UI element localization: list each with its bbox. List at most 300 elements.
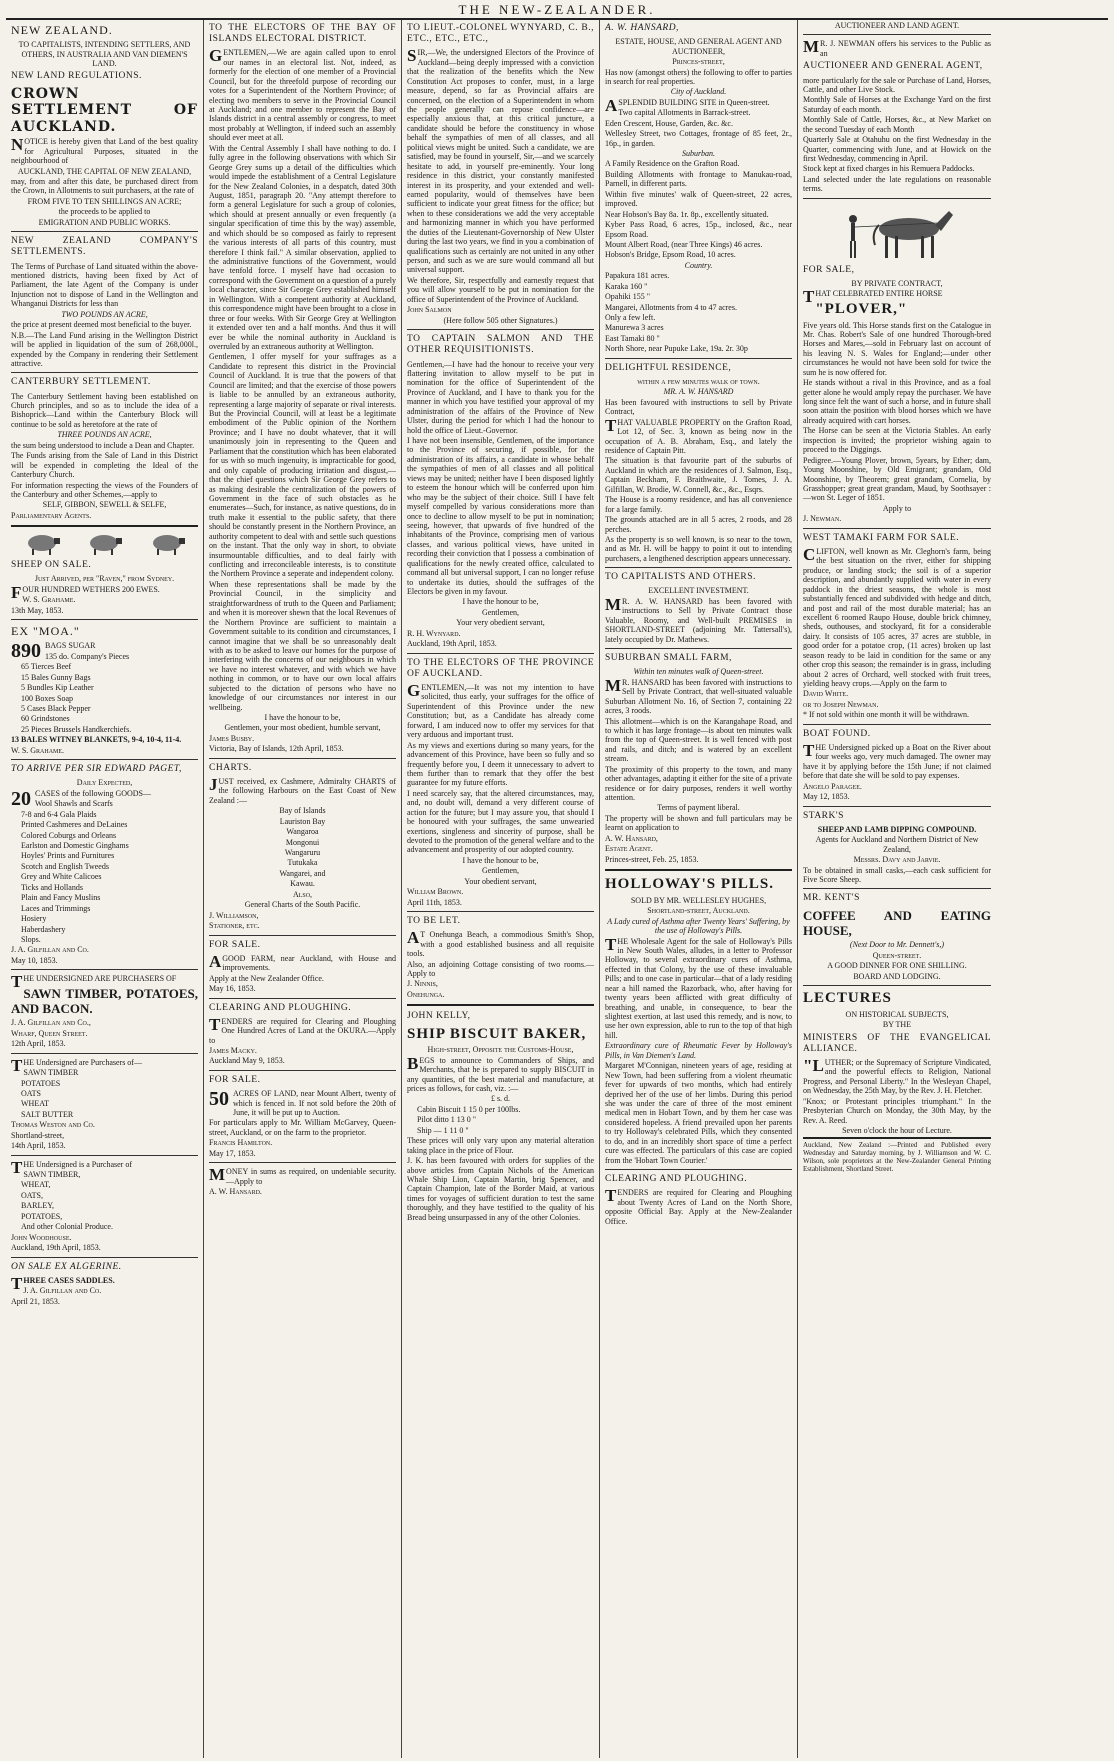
divider [209,1162,396,1163]
city-line: Two capital Allotments in Barrack-street. [618,108,751,118]
paget-line: Printed Cashmeres and DeLaines [21,820,128,830]
nz-sub: TO CAPITALISTS, INTENDING SETTLERS, AND OTHERS, IN AUSTRALIA AND VAN DIEMEN'S LAND. [18,40,191,69]
city-head: City of Auckland. [670,87,727,97]
charts-p2: Also, [292,889,313,899]
cant-p4: The Funds arising from the Sale of Land in this District will be expended in completing the Ideal of the Canterbury Church. [11,451,198,480]
kelly-title: SHIP BISCUIT BAKER, [407,1025,587,1042]
sheep-icon [22,532,62,556]
del-p4: The House is a roomy residence, and has all convenience for a large family. [605,495,792,514]
sub-head: Suburban. [681,149,716,159]
cap-sub: EXCELLENT INVESTMENT. [648,586,749,596]
clear-p: TENDERS are required for Clearing and Ploughing about Twenty Acres of Land on the North Shore, opposite Official Bay. Apply at the New-Zealander Office. [605,1186,792,1226]
let-sig2: Onehunga. [407,989,445,999]
divider [11,1155,198,1156]
kelly-price: Pilot ditto 1 13 0 " [417,1115,477,1125]
plover-sig: J. Newman. [803,514,842,524]
city-line: Wellesley Street, two Cottages, frontage of 85 feet, 2r., 16p., in garden. [605,129,792,148]
let-title: TO BE LET. [407,916,461,927]
horse-illustration [803,203,991,261]
paget-sig: J. A. Gilfillan and Co. [11,945,89,955]
capt-p1: Gentlemen,—I have had the honour to receive your very flattering invitation to allow myself to be put in nomination for the office of Superintendent of the Province of Auckland, and I have to thank you for the manner in which you have testified your approval of my administration of the affairs of the Province of New Ulster, during the period for which I had the honour to hold the office of Lieut.-Governor. [407,359,594,435]
company-title: NEW ZEALAND COMPANY'S SETTLEMENTS. [11,236,198,258]
elect-title: TO THE ELECTORS OF THE BAY OF ISLANDS ELECTORAL DISTRICT. [209,23,396,45]
sheep-date: 13th May, 1853. [11,605,64,615]
wood-date: Auckland, 19th April, 1853. [11,1243,101,1253]
paget-number: 20 [11,787,31,810]
column-4 [600,20,798,1758]
wood-line: OATS, [21,1190,44,1200]
charts-line: Bay of Islands [279,806,326,816]
hansard-street: Princes-street, [672,57,725,67]
divider [209,998,396,999]
let-sig1: J. Ninnis, [407,979,438,989]
elect-p3: Gentlemen, I offer myself for your suffrages as a Candidate to represent this district in the Provincial Council of Auckland. It is true that the powers of that Council are limited; and that the exercise of those powers is liable to be annulled by an extraneous authority, representing a large majority of separate or rival interests. But the Provincial Council, will at least be a legitimate embodiment of the Public opinion of the Northern Province; and I have no doubt whatever, that it will unanimously join in representing to the Queen and Parliament that the constitution which has been elaborated for us with so much ingenuity, is impracticable for good, and only capable of producing irritation and disgust,—that the chief questions which Sir George Grey refers to as making desirable the centralization of the powers of Government in the face of such obstacles as he enumerates—Such, for instance, as native questions, do in truth make it essential to the public safety, that there should be constantly present in the Northern Province, an authority competent to deal with and settle such questions on the instant. That the only way in short, to obviate insurmountable difficulties, and to deal fairly with conflicting and irreconcileable interests, is to constitute the Northern Province a seperate and independent colony. [209,352,396,579]
divider [605,567,792,568]
paget-list [11,789,198,945]
cap-title: TO CAPITALISTS AND OTHERS. [605,572,756,583]
stark-p3: To be obtained in small casks,—each cask sufficient for Five Score Sheep. [803,865,991,885]
charts-line: Kawau. [290,879,315,889]
timber-p2: SAWN TIMBER, POTATOES, AND BACON. [11,985,198,1017]
divider [803,806,991,807]
sheep-icon [147,532,187,556]
divider [11,1257,198,1258]
country-head: Country. [684,260,713,270]
let-p2: Also, an adjoining Cottage consisting of two rooms.—Apply to [407,959,594,979]
column-1 [6,20,204,1758]
hansard-title: ESTATE, HOUSE, AND GENERAL AGENT AND AUCTIONEER, [615,37,782,56]
newman-p2: more particularly for the sale or Purchase of Land, Horses, Cattle, and other Live Stock. [803,75,991,94]
crown-p5: the proceeds to be applied to [58,207,151,217]
divider [11,525,198,527]
lect-p1: "LUTHER; or the Supremacy of Scripture Vindicated, and the powerful effects to Religion, National Progress, and Personal Liberty." In the Wesleyan Chapel, on Wednesday, the 25th May, by the Rev. J. H. Fletcher. [803,1056,991,1096]
charts-p3: General Charts of the South Pacific. [244,900,361,910]
country-line: Manurewa 3 acres [605,323,664,333]
kent-sub: COFFEE AND EATING HOUSE, [803,907,991,938]
hol-title: HOLLOWAY'S PILLS. [605,876,774,893]
plover-sale: FOR SALE, [803,264,855,275]
farm-p2: Apply at the New Zealander Office. [209,973,324,983]
paget-line: Earlston and Domestic Ginghams [21,841,129,851]
lect-sub: ON HISTORICAL SUBJECTS, [845,1009,949,1019]
moa-line: 5 Cases Black Pepper [21,704,91,713]
del-sub: within a few minutes walk of town. [637,376,760,386]
paget-line: Grey and White Calicoes [21,872,102,882]
capt-p3: I have the honour to be, [462,597,539,607]
elect-p4: When these representations shall be made by the Provincial Council, in the simplicity and straightforwardness of truth to the Queen and Parliament; and when it is moreover shewn that the local Revenues of the Northern Province are sufficient to maintain a Government suitable to its condition and circumstances, I cannot imagine that we shall be so unreasonably dealt with as to be asked to leave our homes for the purpose of interfering with the concerns of our neighbours in which we have no interest whatever, and with which we have nothing in common, or to have our own local affairs subjected to the dictation of persons who have no knowledge of our circumstances nor interest in our wellbeing. [209,579,396,712]
del-from: MR. A. W. HANSARD [663,387,734,397]
alg-title: ON SALE EX ALGERINE. [11,1261,122,1272]
cant-p5: For information respecting the views of the Founders of the Canterbury and other Schemes,—apply to [11,480,198,499]
hol-street: Shortland-street, Auckland. [647,906,750,916]
boat-sig: Angelo Paragee. [803,781,862,791]
plover-p2: He stands without a rival in this Province, and as a foal getter alone he would amply repay the purchaser. We have long since felt the want of such a horse, and in future shall soon attain the position with blood horses which we have already acquired with cart horses. [803,378,991,425]
lect-p2: "Knox; or Protestant principles triumphant." In the Presbyterian Church on Monday, the 30th May, by the Rev. A. Reed. [803,1096,991,1125]
del-p1: Has been favoured with instructions to sell by Private Contract, [605,397,792,417]
sale50-p2: For particulars apply to Mr. William McGarvey, Queen-street, Auckland, or on the farm to the proprietor. [209,1118,396,1137]
paget-date: May 10, 1853. [11,955,58,965]
farm-sig1: A. W. Hansard, [605,833,658,843]
country-line: Karaka 160 " [605,281,648,291]
farm-date: Princes-street, Feb. 25, 1853. [605,854,699,864]
cap-p: MR. A. W. HANSARD has been favored with instructions to Sell by Private Contract those Valuable, Roomy, and Well-built PREMISES in SHORTLAND-STREET (adjoining Mr. Tattersall's), lately occupied by Dr. Mathews. [605,594,792,644]
sheep-sig: W. S. Grahame. [22,595,76,605]
cant-p2: THREE POUNDS AN ACRE, [57,430,152,440]
moa-line: 25 Pieces Brussels Handkerchiefs. [21,724,132,734]
farm-sub: Within ten minutes walk of Queen-street. [633,667,764,677]
sheep-icon [84,532,124,556]
capt-sig: R. H. Wynyard. [407,628,461,638]
prov-date: April 11th, 1853. [407,897,462,907]
sub-line: A Family Residence on the Grafton Road. [605,159,740,169]
column-3 [402,20,600,1758]
divider [209,758,396,759]
paget-line: Haberdashery [21,924,66,934]
divider [11,231,198,232]
charts-line: Wangaruru [284,848,321,858]
plover-name: "PLOVER," [815,300,908,317]
weston-line: SALT BUTTER [21,1109,74,1119]
tamaki-p: CLIFTON, well known as Mr. Cleghorn's farm, being the best situation on the river, either for shipping produce, or landing stock; the soil is of a superior description, and abundantly supplied with water in every paddock in the driest seasons, the whole is most substantially fenced and subdivided with hedge and ditch, and post and rail of the most durable material; has an excellent 6 roomed Raupo House, double brick chimney, sheds, outhouses, and stockyard, fit for a considerable dairy. It consists of 105 acres, 37 acres are stubble, in good order for a potatoe crop, (11 acres) broken up last season ready to be laid in condition for the same or any other crop this season; the remainder is in grass, including about 2 acres of Orchard, well stocked with fruit trees, yielding heavy crops.—Apply on the farm to [803,544,991,689]
auct-head: AUCTIONEER AND LAND AGENT. [834,21,960,30]
moa-sig: W. S. Grahame. [11,745,65,755]
paget-line: Wool Shawls and Scarfs [35,799,113,809]
country-line: Opahiki 155 " [605,292,651,302]
newman-p3: Monthly Sale of Horses at the Exchange Yard on the first Saturday of each month. [803,95,991,114]
divider [407,1004,594,1006]
country-line: East Tamaki 80 " [605,333,660,343]
kelly-price: Cabin Biscuit 1 15 0 per 100lbs. [417,1104,521,1114]
nz-title: NEW ZEALAND. [11,23,113,37]
newman-p7: Land selected under the late regulations on reasonable terms. [803,174,991,194]
weston-place: Shortland-street, [11,1130,65,1140]
clear-p: TENDERS are required for Clearing and Ploughing One Hundred Acres of Land at the OKURA.—Apply to [209,1014,396,1045]
cant-title: CANTERBURY SETTLEMENT. [11,377,151,388]
boat-title: BOAT FOUND. [803,728,871,739]
sheep-illustration [11,532,198,556]
stark-sub: SHEEP AND LAMB DIPPING COMPOUND. [817,824,977,834]
timber-p1: THE UNDERSIGNED ARE PURCHASERS OF [11,972,177,992]
charts-sig1: J. Williamson, [209,910,259,920]
prov-p4: I have the honour to be, [462,855,539,865]
divider [605,869,792,871]
wyn-p2: We therefore, Sir, respectfully and earnestly request that you will allow yourself to be put in nomination for the office of Superintendent of the Province of Auckland. [407,275,594,304]
farm-title: FOR SALE. [209,939,261,950]
charts-title: CHARTS. [209,762,252,773]
prov-p1: GENTLEMEN,—It was not my intention to have solicited, thus early, your suffrages for the office of Superintendent of this Province under the new Constitution; but, as a Candidate has already come forward, I am induced now to offer my services for that very arduous and important trust. [407,681,594,740]
money-p: MONEY in sums as required, on undeniable security.—Apply to [209,1165,396,1186]
timber-date: 12th April, 1853. [11,1039,66,1049]
let-p1: AT Onehunga Beach, a commodious Smith's Shop, with a good established business and all requisite tools. [407,928,594,959]
columns [6,20,1108,1758]
crown-p6: EMIGRATION AND PUBLIC WORKS. [38,217,171,227]
sub-line: Near Hobson's Bay 8a. 1r. 8p., excellently situated. [605,209,769,219]
paget-line: Plain and Fancy Muslins [21,893,101,903]
farm-p3: The proximity of this property to the town, and many other advantages, adapting it either for the site of a private residence or for dairy purposes, renders it well worthy attention. [605,764,792,802]
tamaki-title: WEST TAMAKI FARM FOR SALE. [803,532,960,543]
newman-p4: Monthly Sale of Cattle, Horses, &c., at New Market on the second Tuesday of each Month [803,115,991,134]
kelly-p1: BEGS to announce to Commanders of Ships, and Merchants, that he is prepared to supply BISCUIT in any quantities, of the best material and manufacture, at prices as follows, for cash, viz. :— [407,1053,594,1093]
paget-line: Colored Coburgs and Orleans [21,830,117,840]
divider [803,34,991,35]
city-line: Eden Crescent, House, Garden, &c. &c. [605,118,733,128]
kent-title: MR. KENT'S [803,893,860,904]
farm-p2: This allotment—which is on the Karangahape Road, and to which it has large frontage—is about ten minutes walk from the top of Queen-street. It is well fenced with post and rails, and ditch; and is watered by an excellent stream. [605,716,792,764]
divider [11,759,198,760]
prov-sig: William Brown. [407,887,464,897]
divider [11,969,198,970]
hol-case: A Lady cured of Asthma after Twenty Years' Suffering, by the use of Holloway's Pills. [607,916,790,936]
timber-sig1: J. A. Gilfillan and Co., [11,1018,91,1028]
moa-title: EX "MOA." [11,624,80,639]
weston-sig: Thomas Weston and Co. [11,1120,95,1130]
alg-p: THREE CASES SADDLES. [11,1273,115,1293]
divider [407,329,594,330]
wood-sig: John Woodhouse. [11,1232,72,1242]
plover-p3: The Horse can be seen at the Victoria Stables. An early inspection is invited; the proprietor wishing again to proceed to the Diggings. [803,426,991,455]
divider [605,1169,792,1170]
paget-line: Scotch and English Tweeds [21,861,109,871]
tamaki-sig2: or to Joseph Newman. [803,699,879,709]
newman-p1: MR. J. NEWMAN offers his services to the Public as an [803,37,991,58]
wood-line: BARLEY, [21,1201,54,1211]
farm-p1: AGOOD FARM, near Auckland, with House and improvements. [209,951,396,973]
prov-p6: Your obedient servant, [464,876,537,886]
moa-line: 15 Bales Gunny Bags [21,672,91,682]
paget-title: TO ARRIVE PER SIR EDWARD PAGET, [11,764,182,775]
company-p1: The Terms of Purchase of Land situated within the above-mentioned districts, having been fixed by Act of Parliament, the late Agent of the Company is under Injunction not to dispose of Land in the Wellington and Whanganui Districts for less than [11,261,198,309]
country-line: Papakura 181 acres. [605,271,670,281]
alg-date: April 21, 1853. [11,1296,60,1306]
wood-line: SAWN TIMBER, [23,1170,81,1180]
money-sig: A. W. Hansard. [209,1187,262,1197]
paget-line: Slops. [21,934,41,944]
divider [11,372,198,373]
sheep-title: SHEEP ON SALE. [11,560,92,571]
stark-title: STARK'S [803,810,844,821]
kelly-p3: J. K. has been favoured with orders for supplies of the above articles from Captain Nichols of the American Whale Ship Lion, Captain Martin, brig Spencer, and Captain Champion, late of the Border Maid, at various times for voyages of sufficient duration to test the same thoroughly, and they have testified to the quality of his Bread being unsurpassed in any of the other Colonies. [407,1156,594,1222]
kent-p2: BOARD AND LODGING. [853,971,941,981]
capt-date: Auckland, 19th April, 1853. [407,639,497,649]
moa-number: 890 [11,640,41,663]
wyn-p1: SIR,—We, the undersigned Electors of the Province of Auckland—being deeply impressed with a conviction that the realization of the benefits which the New Constitution Act proposes to confer, must, in a large measure, depend, so far as Provincial affairs are concerned, on the election of a Superintendent in whom the people generally can repose confidence—are especially anxious that, at this critical juncture, a candidate should be before the constituency in whose behalf the sympathies of men of all classes, and all political views might be united. Such a candidate, we are satisfied, may be found in yourself, Sir,—and we scarcely hesitate to add, in yourself pre-eminently. Your long residence in this district, your constantly manifested interest in its prosperity, and your extended and well-earned popularity, would of themselves have been sufficient to indicate your great fitness for the office; but when to these considerations we add the very acceptable and harmonizing manner in which you have performed the duties of the Lieutenant-Governorship of New Ulster during the last two years, we find in you a combination of qualifications such as certainly are not united in any other person, and such as we are sure would command all but universal support. [407,46,594,275]
plover-by: BY PRIVATE CONTRACT, [851,278,943,288]
newman-title: AUCTIONEER AND GENERAL AGENT, [803,61,983,72]
hol-case2: Extraordinary cure of Rheumatic Fever by Holloway's Pills, in Van Diemen's Land. [605,1041,792,1060]
hansard-name: A. W. HANSARD, [605,23,679,33]
divider [209,1070,396,1071]
crown-p1: NOTICE is hereby given that Land of the best quality for Agricultural Purposes, situated in the neighbourhood of [11,135,198,166]
country-line: Mangarei, Allotments from 4 to 47 acres. [605,302,737,312]
elect-p1: GENTLEMEN,—We are again called upon to enrol our names in an electoral list. Not, indeed, as formerly for the election of one member of a Provincial Council, but for the threefold purpose of recording our votes for a Superintendent of the Northern Province; of electing two members to serve in the Provincial Council at Auckland; and one member to represent the Bay of Islands district in a central assembly or congress, to meet most probably at Wellington, if indeed such an assembly should ever meet at all. [209,46,396,143]
moa-list [11,641,198,734]
lect-title: LECTURES [803,990,892,1007]
plover-p1: Five years old. This Horse stands first on the Catalogue in Mr. Chas. Robert's Sale of one hundred Thorough-bred Horses and Mares,—sold in February last on account of his leaving N. S. Wales for England;—under other circumstances he would not have been sold for twice the sum he is now offered for. [803,320,991,377]
sheep-sub: Just Arrived, per "Raven," from Sydney. [34,574,175,584]
charts-line: Wangaroa [286,827,319,837]
prov-p5: Gentlemen, [481,866,520,876]
plover-that: THAT CELEBRATED ENTIRE HORSE [803,287,943,307]
hansard-p1: Has now (amongst others) the following to offer to parties in search for real properties. [605,67,792,86]
crown-p4: FROM FIVE TO TEN SHILLINGS AN ACRE; [27,196,182,206]
charts-line: Tutukaka [287,858,318,868]
moa-line: 100 Boxes Soap [21,693,73,703]
newman-p5: Quarterly Sale at Otahuhu on the first Wednesday in the Quarter, commencing with June, and at Howick on the first Wednesday, commencing in April. [803,135,991,164]
capt-p5: Your very obedient servant, [456,618,545,628]
kent-street: Queen-street. [872,950,922,960]
kelly-name: JOHN KELLY, [407,1011,471,1022]
divider [803,985,991,986]
wood-p: THE Undersigned is a Purchaser of [11,1157,132,1177]
del-p3: The situation is that favourite part of the suburbs of Auckland in which are the residences of J. Salmon, Esq., Captain Beckham, F. Braithwaite, J. Tomes, J. A. Gilfillan, W. Brodie, W. Connell, &c., &c., Esqrs. [605,456,792,494]
divider [803,528,991,529]
sale50-sig: Francis Hamilton. [209,1138,273,1148]
kent-next: (Next Door to Mr. Dennett's,) [849,940,945,950]
wyn-note: (Here follow 505 other Signatures.) [443,315,558,325]
lect-p3: Seven o'clock the hour of Lecture. [842,1126,952,1136]
sale50-date: May 17, 1853. [209,1148,256,1158]
moa-p2: 13 BALES WITNEY BLANKETS, 9-4, 10-4, 11-4. [11,735,182,745]
weston-line: WHEAT [21,1099,49,1109]
paget-line: Hosiery [21,914,47,924]
divider [605,358,792,359]
divider [11,1053,198,1054]
hol-p2: Margaret M'Connigan, nineteen years of age, residing at New Town, had been suffering from a violent rheumatic fever for upwards of two months, which had entirely deprived her of the use of her limbs. During this period she was under the care of three of the most eminent medical men in Hobart Town, and by them her case was considered hopeless. A friend prevailed upon her parents to try Holloway's celebrated Pills, which they consented to do, and in an incredibly short space of time a perfect cure was effected. The particulars of this case are copied from the 'Hobart Town Courier.' [605,1061,792,1165]
kelly-price: Ship — 1 11 0 " [417,1125,469,1135]
alg-sig: J. A. Gilfillan and Co. [23,1286,102,1296]
divider [209,935,396,936]
divider [407,653,594,654]
sale50-p1: ACRES OF LAND, near Mount Albert, twenty of which is fenced in. If not sold before the 20th of June, it will be put up to Auction. [233,1089,396,1117]
weston-p: THE Undersigned are Purchasers of— [11,1055,142,1075]
weston-date: 14th April, 1853. [11,1141,66,1151]
column-5 [798,20,996,1758]
sub-line: Building Allotments with frontage to Manukau-road, Parnell, in different parts. [605,169,792,189]
lect-by: BY THE [882,1020,912,1030]
divider [605,648,792,649]
kelly-sub: High-street, Opposite the Customs-House, [427,1045,574,1055]
company-p4: N.B.—The Land Fund arising in the Wellington District will be applied in liquidation of the sum of 268,000l., expended by the Company in rendering their Settlement attractive. [11,330,198,368]
hol-sub: SOLD BY MR. WELLESLEY HUGHES, [630,895,767,905]
clear-date: Auckland May 9, 1853. [209,1056,285,1066]
prov-title: TO THE ELECTORS OF THE PROVINCE OF AUCKLAND. [407,657,594,679]
weston-line: POTATOES [21,1078,61,1088]
paget-line: 7-8 and 6-4 Gala Plaids [21,809,97,819]
divider [11,619,198,620]
prov-p3: I need scarcely say, that the altered circumstances, may, and, no doubt will, demand a very different course of action for the future; but I may assure you, that should I be honoured with your suffrages, the same unwearied exertions, singleness and sincerity of purpose, shall be devoted to the promotion of the general welfare and to the advancement and prosperity of our adopted country. [407,788,594,855]
sale50-body [209,1089,396,1117]
elect-p6: Gentlemen, your most obedient, humble servant, [224,723,381,733]
paget-sub: Daily Expected, [76,778,133,788]
sub-line: Mount Albert Road, (near Three Kings) 46 acres. [605,239,763,249]
moa-line: 5 Bundles Kip Leather [21,683,94,693]
crown-title: CROWN SETTLEMENT OF AUCKLAND. [11,85,198,135]
farm-date: May 16, 1853. [209,984,256,994]
stark-p2: Messrs. Davy and Jarvie. [853,855,941,865]
timber-sig2: Wharf, Queen Street. [11,1028,88,1038]
paget-line: Ticks and Hollands [21,882,83,892]
clear-sig: James Macky. [209,1046,257,1056]
masthead: THE NEW-ZEALANDER. [458,2,656,17]
stark-p1: Agents for Auckland and Northern District of New Zealand, [815,835,979,854]
moa-line: 135 do. Company's Pieces [45,651,130,661]
newman-p6: Stock kept at fixed charges in his Remuera Paddocks. [803,164,975,174]
kent-p1: A GOOD DINNER FOR ONE SHILLING. [827,961,967,971]
kelly-head: £ s. d. [490,1094,511,1104]
sub-line: Kyber Pass Road, 6 acres, 15p., inclosed, &c., near Epsom Road. [605,220,792,239]
divider [803,888,991,889]
plover-p4: Pedigree.—Young Plover, brown, 5years, by Ether; dam, Young Moonshine, by Old Emigrant; grandam, Old Moonshine, by Theorem; great grandam, Cornelia, by Grasshopper; great great grandam, Maud, by Soothsayer :—won St. Leger of 1851. [803,455,991,503]
farm-p5: The property will be shown and full particulars may be learnt on application to [605,813,792,833]
elect-sig: James Busby. [209,733,255,743]
cant-sig2: Parliamentary Agents. [11,510,92,520]
del-p5: The grounds attached are in all 5 acres, 2 roods, and 28 perches. [605,515,792,534]
divider [803,724,991,725]
wyn-sig: John Salmon [407,305,452,315]
capt-p2: I have not been insensible, Gentlemen, of the importance to the Province of securing, if possible, for the administration of its affairs, a candidate in whose behalf the sympathies of men of all classes and all political views may be united; neither have I been disposed lightly to esteem the honour which will be conferred upon him who may be the subject of their choice. Still I have felt myself compelled by various considerations more than once to decline to allow myself to be put in nomination; seeing, however, that upwards of five hundred of the inhabitants of the Province, comprising men of various classes, and various political views, have united in recording their conviction that I possess a combination of qualifications for the newly created office, calculated to command all but universal support, I can no longer refuse to undertake its duties, should the suffrages of the Electors be given in my favour. [407,436,594,596]
crown-p3: may, from and after this date, be purchased direct from the Crown, in Allotments to suit purchasers, at the rate of [11,176,198,196]
charts-p1: JUST received, ex Cashmere, Admiralty CHARTS of the following Harbours on the East Coast of New Zealand :— [209,774,396,805]
sub-line: Hobson's Bridge, Epsom Road, 10 acres. [605,250,736,260]
capt-title: TO CAPTAIN SALMON AND THE OTHER REQUISITIONISTS. [407,334,594,356]
wood-line: And other Colonial Produce. [21,1222,113,1232]
sale50-title: FOR SALE. [209,1074,261,1085]
country-line: Only a few left. [605,313,656,323]
cant-p3: the sum being understood to include a Dean and Chapter. [11,440,195,450]
kelly-p2: These prices will only vary upon any material alteration taking place in the price of Flour. [407,1136,594,1155]
moa-line: 65 Tierces Beef [21,662,72,672]
weston-line: OATS [21,1088,42,1098]
wyn-title: TO LIEUT.-COLONEL WYNYARD, C. B., ETC., ETC., ETC., [407,23,594,45]
weston-line: SAWN TIMBER [23,1068,79,1078]
divider [407,911,594,912]
capt-p4: Gentlemen, [481,607,520,617]
paget-line: Hoyles' Prints and Furnitures [21,851,115,861]
clear-title: CLEARING AND PLOUGHING. [605,1174,748,1184]
paget-line: Laces and Trimmings [21,903,91,913]
land-regs-heading: NEW LAND REGULATIONS. [11,71,142,82]
cant-sig1: SELF, GIBBON, SEWELL & SELFE, [42,500,167,510]
farm-title: SUBURBAN SMALL FARM, [605,653,732,664]
elect-date: Victoria, Bay of Islands, 12th April, 1853. [209,744,344,754]
del-p6: As the property is so well known, is so near to the town, and as Mr. H. will be happy to point it out to intending purchasers, a lengthened description appears unnecessary. [605,534,792,563]
elect-p5: I have the honour to be, [264,713,341,723]
farm-sig2: Estate Agent. [605,844,653,854]
company-p3: the price at present deemed most beneficial to the buyer. [11,320,192,330]
del-title: DELIGHTFUL RESIDENCE, [605,362,732,373]
crown-p2: AUCKLAND, THE CAPITAL OF NEW ZEALAND, [17,166,192,176]
moa-line: 60 Grindstones [21,714,70,724]
sale50-number: 50 [209,1088,229,1111]
paget-head: CASES of the following GOODS— [35,788,152,798]
hol-p1: THE Wholesale Agent for the sale of Holloway's Pills in New South Wales, alludes, in a letter to Professor Holloway, to several extraordinary cures of Asthma, effected in that Colony, by the use of these invaluable Pills; and to one case in particular—that of a lady residing near a hill named the Razorback, who, after having for twenty years been afflicted with great difficulty of breathing, and unable, in consequence, to bear the slightest exertion, at last used this remedy, and is now, to use her own expression, able to run to the top of that high hill. [605,934,792,1040]
sub-line: Within five minutes' walk of Queen-street, 22 acres, improved. [605,189,792,209]
charts-line: Lauriston Bay [279,816,326,826]
country-line: North Shore, near Pupuke Lake, 19a. 2r. 30p [605,344,748,354]
moa-line: BAGS SUGAR [45,641,96,651]
charts-line: Mongonui [285,837,320,847]
tamaki-sig1: David White. [803,689,849,699]
imprint: Auckland, New Zealand :—Printed and Published every Wednesday and Saturday morning, by J. Williamson and W. C. Wilson, sole proprietors at the New-Zealander General Printing Establishment, Shortland Street. [803,1137,991,1174]
del-p2: THAT VALUABLE PROPERTY on the Grafton Road, Lot 12, of Sec. 3, known as being now in the occupation of A. B. Abraham, Esq., and lately the residence of Captain Pitt. [605,415,792,456]
wood-line: WHEAT, [21,1180,51,1190]
city-p1: ASPLENDID BUILDING SITE in Queen-street. [605,95,770,115]
farm-p1: MR. HANSARD has been favored with instructions to Sell by Private Contract, that well-situated valuable Suburban Allotment No. 16, of Section 7, containing 22 acres, 3 roods. [605,675,792,716]
cant-p1: The Canterbury Settlement having been established on Church principles, and so as to include the idea of a Bishoprick—Land within the Canterbury Block will continue to be sold as heretofore at the rate of [11,391,198,429]
farm-p4: Terms of payment liberal. [657,803,740,813]
column-2 [204,20,402,1758]
divider [803,198,991,199]
